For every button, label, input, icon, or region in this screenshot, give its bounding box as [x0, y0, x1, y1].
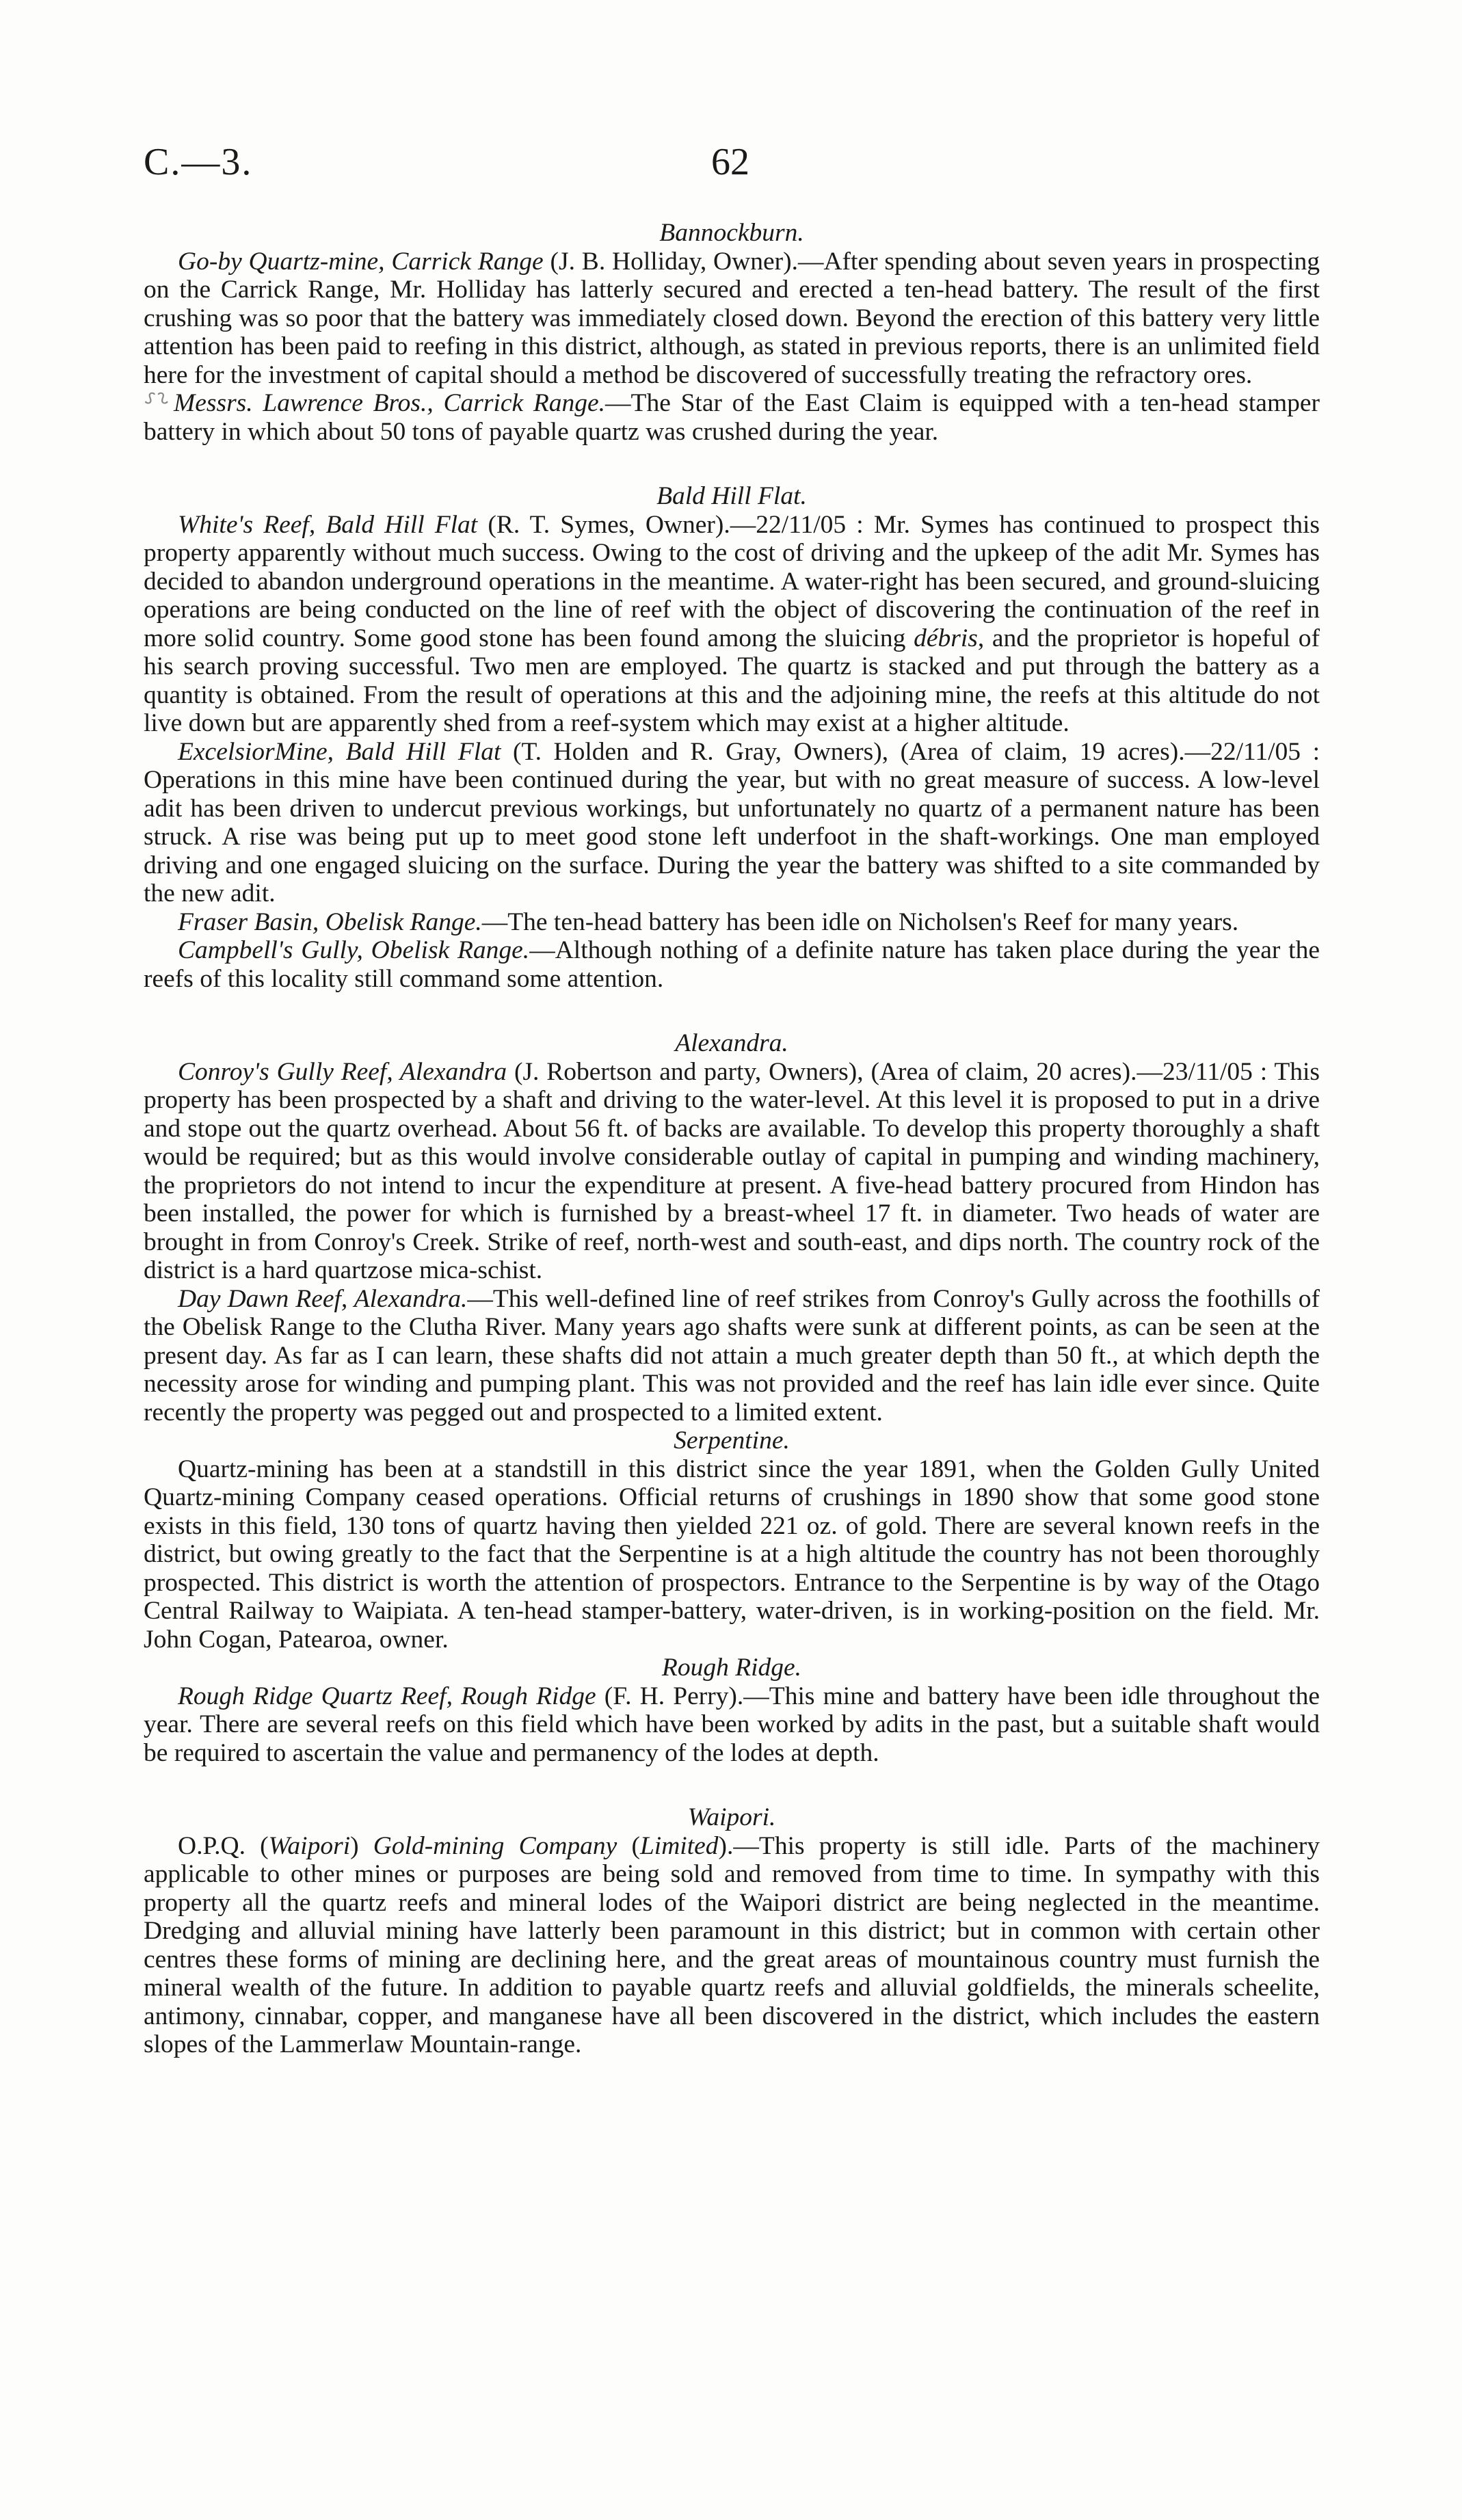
page-number: 62 [711, 141, 749, 183]
section-title-bald-hill-flat: Bald Hill Flat. [656, 482, 807, 510]
paragraph-fraser-basin [144, 908, 1320, 937]
section-title-serpentine: Serpentine. [674, 1427, 790, 1455]
paragraph-text: (F. H. Perry).—This mine and battery have been idle throughout the year. There are several reefs on this field which have been worked by adits in the past, but a suitable shaft would be required to ascertain the value and permanency of the lodes at depth. [144, 1682, 1320, 1767]
paragraph-campbells-gully [144, 936, 1320, 993]
paragraph-lawrence-bros [144, 389, 1320, 446]
paragraph-text: —The Star of the East Claim is equipped with a ten-head stamper battery in which about 50 tons of payable quartz was crushed during the year. [144, 389, 1320, 446]
paragraph-lead: Rough Ridge Quartz Reef, Rough Ridge [178, 1682, 596, 1710]
section-title-waipori: Waipori. [687, 1803, 776, 1831]
paragraph-lead-limited: Limited [639, 1831, 719, 1860]
paragraph-lead-paren-2: ( [617, 1831, 640, 1860]
paragraph-lead: Conroy's Gully Reef, Alexandra [178, 1057, 507, 1086]
paragraph-rough-ridge-quartz-reef [144, 1682, 1320, 1768]
paragraph-lead-paren-close: ) [350, 1831, 373, 1860]
paragraph-day-dawn-reef [144, 1285, 1320, 1427]
paragraph-go-by-quartz-mine [144, 248, 1320, 390]
page-body [144, 219, 1320, 2059]
paragraph-text: (R. T. Symes, Owner).—22/11/05 : Mr. Symes has continued to prospect this property apparently without much success. Owing to the cost of driving and the upkeep of the adit Mr. Symes has decided to abandon underground operations in the meantime. A water-right has been secured, and ground-sluicing operations are being conducted on the line of reef with the object of discovering the continuation of the reef in more solid country. Some good stone has been found among the sluicing [144, 510, 1320, 652]
paragraph-whites-reef [144, 511, 1320, 738]
section-title-bannockburn: Bannockburn. [659, 219, 804, 247]
paragraph-lead: White's Reef, Bald Hill Flat [178, 510, 478, 539]
paragraph-lead: Fraser Basin, Obelisk Range. [178, 907, 482, 936]
paragraph-excelsior-mine [144, 738, 1320, 908]
paragraph-lead-waipori: Waipori [268, 1831, 351, 1860]
paragraph-text: (J. B. Holliday, Owner).—After spending about seven years in prospecting on the Carrick Range, Mr. Holliday has latterly secured and erected a ten-head battery. The result of the first crushing was so poor that the battery was immediately closed down. Beyond the erection of this battery very little attention has been paid to reefing in this district, although, as stated in previous reports, there is an unlimited field here for the investment of capital should a method be discovered of successfully treating the refractory ores. [144, 247, 1320, 389]
paragraph-lead-paren: ( [245, 1831, 269, 1860]
paragraph-lead: ExcelsiorMine, Bald Hill Flat [178, 737, 501, 766]
margin-mark-icon: ⸉⸊ [144, 389, 170, 417]
paragraph-text-end: , and the proprietor is hopeful of his search proving successful. Two men are employed. The quartz is stacked and put through the battery as a quantity is obtained. From the result of operations at this and the adjoining mine, the reefs at this altitude do not live down but are apparently shed from a reef-system which may exist at a higher altitude. [144, 624, 1320, 737]
section-title-alexandra: Alexandra. [675, 1029, 788, 1057]
paragraph-conroys-gully-reef [144, 1058, 1320, 1285]
paragraph-lead-company: Gold-mining Company [373, 1831, 617, 1860]
section-title-rough-ridge: Rough Ridge. [661, 1654, 802, 1682]
paragraph-opq-gold-mining [144, 1832, 1320, 2059]
paragraph-lead: Campbell's Gully, Obelisk Range. [178, 936, 530, 964]
paragraph-lead: Go-by Quartz-mine, Carrick Range [178, 247, 544, 276]
document-reference: C.—3. [144, 141, 253, 183]
paragraph-lead: Messrs. Lawrence Bros., Carrick Range. [174, 389, 606, 417]
paragraph-text: —This well-defined line of reef strikes from Conroy's Gully across the foothills of the Obelisk Range to the Clutha River. Many years ago shafts were sunk at different points, as can be seen at the present day. As far as I can learn, these shafts did not attain a much greater depth than 50 ft., at which depth the necessity arose for winding and pumping plant. This was not provided and the reef has lain idle ever since. Quite recently the property was pegged out and prospected to a limited extent. [144, 1284, 1320, 1427]
page-header [144, 140, 1320, 195]
paragraph-italic-term: débris [914, 624, 978, 652]
paragraph-lead-opq: O.P.Q. [178, 1831, 245, 1860]
paragraph-serpentine: Quartz-mining has been at a standstill in this district since the year 1891, when the Golden Gully United Quartz-mining Company ceased operations. Official returns of crushings in 1890 show that some good stone exists in this field, 130 tons of quartz having then yielded 221 oz. of gold. There are several known reefs in the district, but owing greatly to the fact that the Serpentine is at a high altitude the country has not been thoroughly prospected. This district is worth the attention of prospectors. Entrance to the Serpentine is by way of the Otago Central Railway to Waipiata. A ten-head stamper-battery, water-driven, is in working-position on the field. Mr. John Cogan, Patearoa, owner. [144, 1455, 1320, 1654]
paragraph-text: —Although nothing of a definite nature has taken place during the year the reefs of this locality still command some attention. [144, 936, 1320, 993]
paragraph-text: —This property is still idle. Parts of the machinery applicable to other mines or purposes are being sold and removed from time to time. In sympathy with this property all the quartz reefs and mineral lodes of the Waipori district are being neglected in the meantime. Dredging and alluvial mining have latterly been paramount in this district; but in common with certain other centres these forms of mining are declining here, and the great areas of mountainous country must furnish the mineral wealth of the future. In addition to payable quartz reefs and alluvial goldfields, the minerals scheelite, antimony, cinnabar, copper, and manganese have all been discovered in the district, which includes the eastern slopes of the Lammerlaw Mountain-range. [144, 1831, 1320, 2058]
paragraph-lead-paren-close-2: ). [718, 1831, 734, 1860]
paragraph-text: —The ten-head battery has been idle on Nicholsen's Reef for many years. [481, 907, 1239, 936]
paragraph-text: (T. Holden and R. Gray, Owners), (Area of claim, 19 acres).—22/11/05 : Operations in this mine have been continued during the year, but with no great measure of success. A low-level adit has been driven to undercut previous workings, but unfortunately no quartz of a permanent nature has been struck. A rise was being put up to meet good stone left underfoot in the shaft-workings. One man employed driving and one engaged sluicing on the surface. During the year the battery was shifted to a site commanded by the new adit. [144, 737, 1320, 907]
paragraph-text: (J. Robertson and party, Owners), (Area of claim, 20 acres).—23/11/05 : This property has been prospected by a shaft and driving to the water-level. At this level it is proposed to put in a drive and stope out the quartz overhead. About 56 ft. of backs are available. To develop this property thoroughly a shaft would be required; but as this would involve considerable outlay of capital in pumping and winding machinery, the proprietors do not intend to incur the expenditure at present. A five-head battery procured from Hindon has been installed, the power for which is furnished by a breast-wheel 17 ft. in diameter. Two heads of water are brought in from Conroy's Creek. Strike of reef, north-west and south-east, and dips north. The country rock of the district is a hard quartzose mica-schist. [144, 1057, 1320, 1284]
paragraph-lead: Day Dawn Reef, Alexandra. [178, 1284, 468, 1313]
